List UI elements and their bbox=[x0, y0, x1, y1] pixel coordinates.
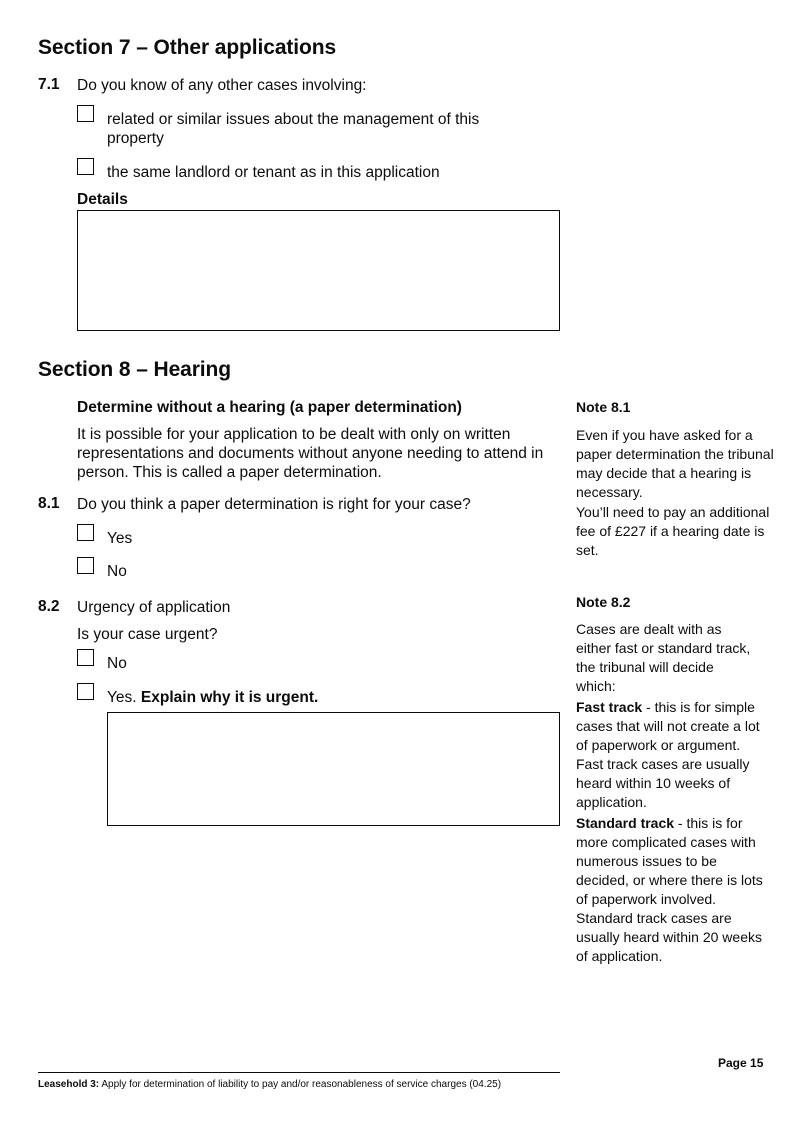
standard-track-description: - this is for more complicated cases with numerous issues to be decided, or where there is lots of paperwork involved. Standard track cases are usually heard within 20 weeks of application. bbox=[576, 815, 763, 964]
footer-divider bbox=[38, 1072, 560, 1073]
checkbox-urgent-yes[interactable] bbox=[77, 683, 94, 700]
checkbox-same-landlord-tenant[interactable] bbox=[77, 158, 94, 175]
fast-track-description: - this is for simple cases that will not create a lot of paperwork or argument. Fast track cases are usually heard within 10 weeks of application. bbox=[576, 699, 760, 810]
checkbox-related-issues[interactable] bbox=[77, 105, 94, 122]
section-8-title: Section 8 – Hearing bbox=[38, 358, 231, 381]
paper-determination-heading: Determine without a hearing (a paper determination) bbox=[77, 399, 462, 416]
question-8-2-text: Urgency of application bbox=[77, 599, 231, 616]
details-input[interactable] bbox=[77, 210, 560, 331]
note-8-2-fast-track bbox=[576, 698, 766, 812]
note-8-2-title: Note 8.2 bbox=[576, 594, 631, 610]
page-number: Page 15 bbox=[718, 1056, 764, 1070]
checkbox-urgent-no[interactable] bbox=[77, 649, 94, 666]
note-8-2-paragraph-1: Cases are dealt with as either fast or standard track, the tribunal will decide which: bbox=[576, 621, 751, 694]
section-7-title: Section 7 – Other applications bbox=[38, 36, 337, 59]
details-label: Details bbox=[77, 191, 128, 208]
fast-track-term: Fast track bbox=[576, 699, 643, 715]
question-8-2-number: 8.2 bbox=[38, 598, 60, 615]
footer-form-reference bbox=[38, 1079, 501, 1090]
option-urgent-yes-label bbox=[107, 688, 318, 707]
standard-track-term: Standard track bbox=[576, 815, 675, 831]
urgency-explanation-input[interactable] bbox=[107, 712, 560, 826]
option-urgent-yes-explain: Explain why it is urgent. bbox=[140, 689, 319, 706]
note-8-1-title: Note 8.1 bbox=[576, 399, 631, 415]
footer-form-title: Apply for determination of liability to pay and/or reasonableness of service charges (04.25) bbox=[99, 1079, 502, 1090]
question-8-2-sub: Is your case urgent? bbox=[77, 626, 218, 643]
checkbox-paper-yes[interactable] bbox=[77, 524, 94, 541]
note-8-1-paragraph-1: Even if you have asked for a paper determination the tribunal may decide that a hearing is necessary. bbox=[576, 427, 774, 500]
question-7-1-text: Do you know of any other cases involving: bbox=[77, 77, 367, 94]
checkbox-paper-no[interactable] bbox=[77, 557, 94, 574]
option-paper-yes-label: Yes bbox=[107, 530, 133, 547]
option-related-issues-label: related or similar issues about the management of this property bbox=[107, 111, 480, 147]
question-7-1-number: 7.1 bbox=[38, 76, 60, 93]
option-urgent-no-label: No bbox=[107, 655, 127, 672]
option-same-landlord-tenant-label: the same landlord or tenant as in this application bbox=[107, 164, 440, 181]
option-paper-no-label: No bbox=[107, 563, 127, 580]
footer-form-code: Leasehold 3: bbox=[38, 1079, 100, 1090]
note-8-2-standard-track bbox=[576, 814, 766, 966]
question-8-1-text: Do you think a paper determination is right for your case? bbox=[77, 496, 471, 513]
note-8-1-paragraph-2: You’ll need to pay an additional fee of £227 if a hearing date is set. bbox=[576, 504, 770, 558]
paper-determination-intro: It is possible for your application to be dealt with only on written representations and documents without anyone needing to attend in person. This is called a paper determination. bbox=[77, 426, 544, 481]
question-8-1-number: 8.1 bbox=[38, 495, 60, 512]
option-urgent-yes-text: Yes. bbox=[107, 689, 137, 706]
